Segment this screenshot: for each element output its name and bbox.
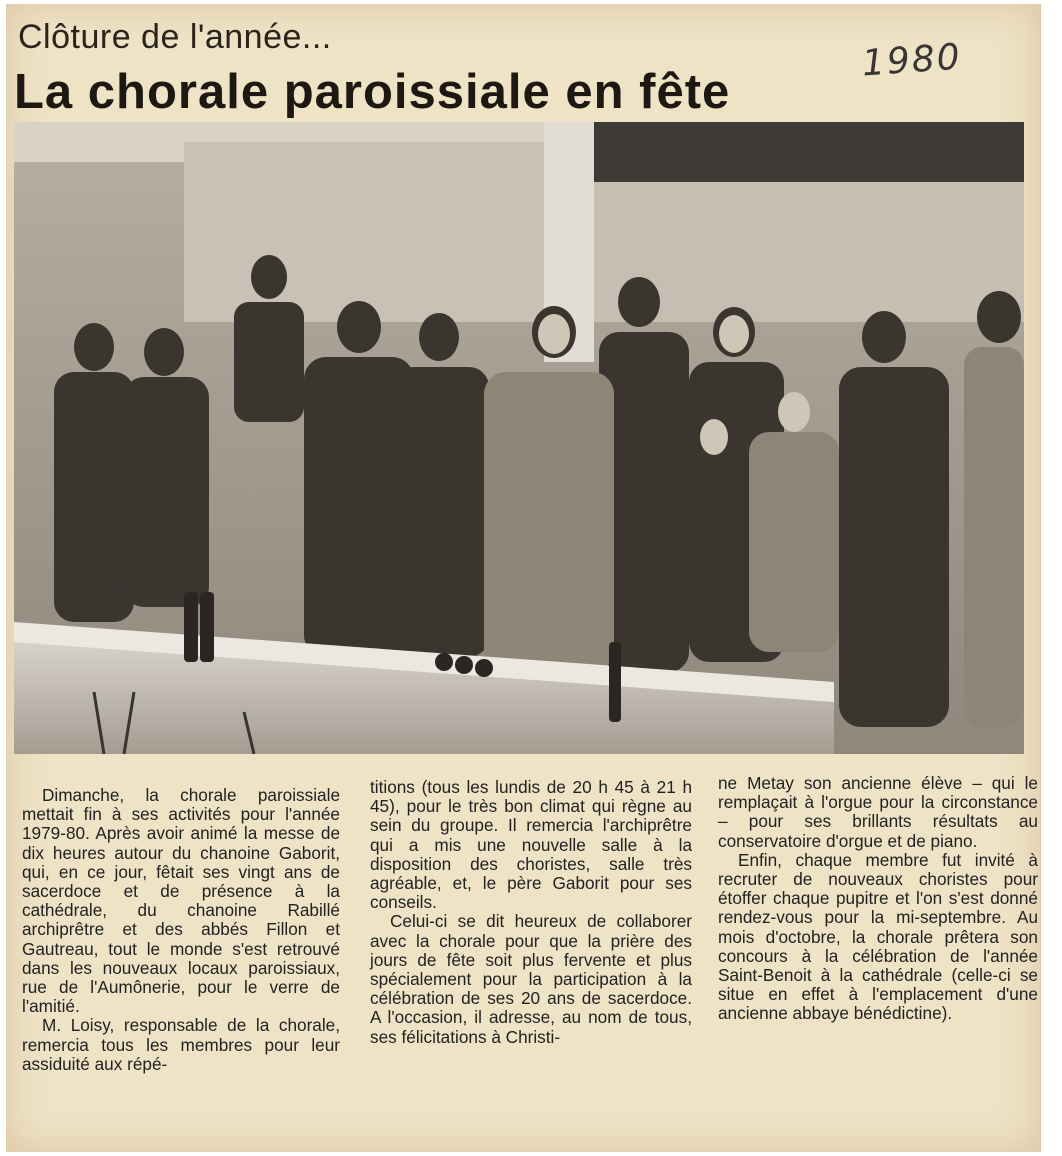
paragraph: Enfin, chaque membre fut invité à recruter de nouveaux choristes pour étoffer chaque pupitre et l'on s'est donné rendez-vous pour la mi-septembre. Au mois d'octobre, la chorale prêtera son concours à la célébration de l'année Saint-Benoit à la cathédrale (celle-ci se situe en effet à l'emplacement d'une ancienne abbaye bénédictine). xyxy=(718,849,1038,1024)
handwritten-year: 1980 xyxy=(860,36,963,85)
paragraph: titions (tous les lundis de 20 h 45 à 21 h 45), pour le très bon climat qui règne au sein du groupe. Il remercia l'archiprêtre qui a mis une nouvelle salle à la disposition des choristes, salle très agréable, et, le père Gaborit pour ses conseils. xyxy=(370,777,692,913)
article-column-1 xyxy=(22,786,340,1074)
paragraph: M. Loisy, responsable de la chorale, remercia tous les membres pour leur assiduité aux répé- xyxy=(22,1015,340,1074)
paragraph: Dimanche, la chorale paroissiale mettait fin à ses activités pour l'année 1979-80. Après avoir animé la messe de dix heures autour du chanoine Gaborit, qui, en ce jour, fêtait ses vingt ans de sacerdoce et de présence à la cathédrale, du chanoine Rabillé archiprêtre et des abbés Fillon et Gautreau, tout le monde s'est retrouvé dans les nouveaux locaux paroissiaux, rue de l'Aumônerie, pour le verre de l'amitié. xyxy=(22,785,340,1017)
article-column-3 xyxy=(718,774,1038,1024)
group-photo xyxy=(14,122,1024,754)
article-column-2 xyxy=(370,778,692,1047)
article-headline: La chorale paroissiale en fête xyxy=(14,65,731,119)
paragraph: ne Metay son ancienne élève – qui le remplaçait à l'orgue pour la circonstance – pour ses brillants résultats au conservatoire d'orgue et de piano. xyxy=(718,773,1038,851)
paragraph: Celui-ci se dit heureux de collaborer avec la chorale pour que la prière des jours de fête soit plus fervente et plus spécialement pour la participation à la célébration de ses 20 ans de sacerdoce. A l'occasion, il adresse, au nom de tous, ses félicitations à Christi- xyxy=(370,911,692,1047)
article-kicker: Clôture de l'année... xyxy=(18,18,332,56)
